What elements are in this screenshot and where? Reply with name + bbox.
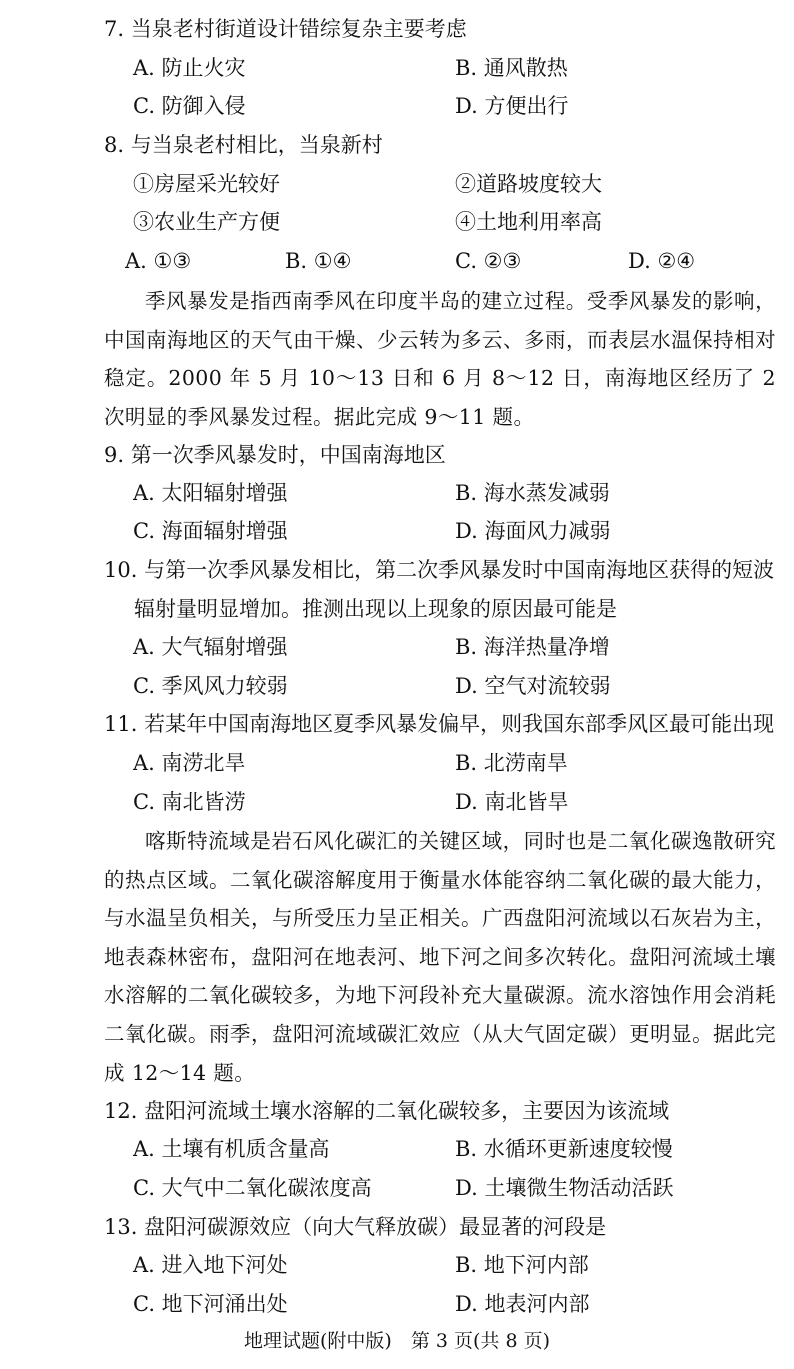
q11-option-b: B. 北涝南旱 [455,751,568,775]
q9-option-d: D. 海面风力减弱 [455,519,611,543]
q8-option-c: C. ②③ [455,249,522,273]
q8-stem: 8. 与当泉老村相比，当泉新村 [104,133,383,157]
q7-option-b: B. 通风散热 [455,56,568,80]
q13-stem: 13. 盘阳河碳源效应（向大气释放碳）最显著的河段是 [104,1215,607,1239]
q10-option-c: C. 季风风力较弱 [133,674,288,698]
q13-option-d: D. 地表河内部 [455,1292,590,1316]
q12-option-a: A. 土壤有机质含量高 [133,1137,330,1161]
q12-stem: 12. 盘阳河流域土壤水溶解的二氧化碳较多，主要因为该流域 [104,1099,670,1123]
q11-option-a: A. 南涝北旱 [133,751,246,775]
q12-option-c: C. 大气中二氧化碳浓度高 [133,1176,372,1200]
passage-karst: 喀斯特流域是岩石风化碳汇的关键区域，同时也是二氧化碳逸散研究的热点区域。二氧化碳溶解度用于衡量水体能容纳二氧化碳的最大能力，与水温呈负相关，与所受压力呈正相关。广西盘阳河流域以石灰岩为主，地表森林密布，盘阳河在地表河、地下河之间多次转化。盘阳河流域土壤水溶解的二氧化碳较多，为地下河段补充大量碳源。流水溶蚀作用会消耗二氧化碳。雨季，盘阳河流域碳汇效应（从大气固定碳）更明显。据此完成 12～14 题。 [104,829,776,1085]
q10-option-d: D. 空气对流较弱 [455,674,611,698]
q7-option-c: C. 防御入侵 [133,94,246,118]
q8-item-3: ③农业生产方便 [133,210,280,234]
q8-item-4: ④土地利用率高 [455,210,602,234]
q10-stem-line2: 辐射量明显增加。推测出现以上现象的原因最可能是 [134,597,617,621]
q8-option-a: A. ①③ [125,249,192,273]
q13-option-b: B. 地下河内部 [455,1253,589,1277]
q9-option-a: A. 太阳辐射增强 [133,481,288,505]
q10-option-a: A. 大气辐射增强 [133,635,288,659]
q8-option-b: B. ①④ [285,249,352,273]
q11-option-c: C. 南北皆涝 [133,790,246,814]
q9-stem: 9. 第一次季风暴发时，中国南海地区 [104,443,446,467]
q12-option-b: B. 水循环更新速度较慢 [455,1137,673,1161]
passage-monsoon: 季风暴发是指西南季风在印度半岛的建立过程。受季风暴发的影响，中国南海地区的天气由干燥、少云转为多云、多雨，而表层水温保持相对稳定。2000 年 5 月 10～13 日和 6 月 8～12 日，南海地区经历了 2 次明显的季风暴发过程。据此完成 9～11 题。 [104,289,776,429]
page-footer: 地理试题(附中版) 第 3 页(共 8 页) [244,1330,550,1352]
q13-option-c: C. 地下河涌出处 [133,1292,288,1316]
q13-option-a: A. 进入地下河处 [133,1253,288,1277]
q11-stem: 11. 若某年中国南海地区夏季风暴发偏早，则我国东部季风区最可能出现 [104,712,775,736]
q7-option-a: A. 防止火灾 [133,56,246,80]
q8-option-d: D. ②④ [628,249,696,273]
q10-option-b: B. 海洋热量净增 [455,635,610,659]
q8-item-2: ②道路坡度较大 [455,172,602,196]
q10-stem-line1: 10. 与第一次季风暴发相比，第二次季风暴发时中国南海地区获得的短波 [104,558,775,582]
q9-option-b: B. 海水蒸发减弱 [455,481,610,505]
q7-stem: 7. 当泉老村街道设计错综复杂主要考虑 [104,17,467,41]
q7-option-d: D. 方便出行 [455,94,569,118]
q11-option-d: D. 南北皆旱 [455,790,569,814]
q9-option-c: C. 海面辐射增强 [133,519,288,543]
q8-item-1: ①房屋采光较好 [133,172,280,196]
q12-option-d: D. 土壤微生物活动活跃 [455,1176,674,1200]
